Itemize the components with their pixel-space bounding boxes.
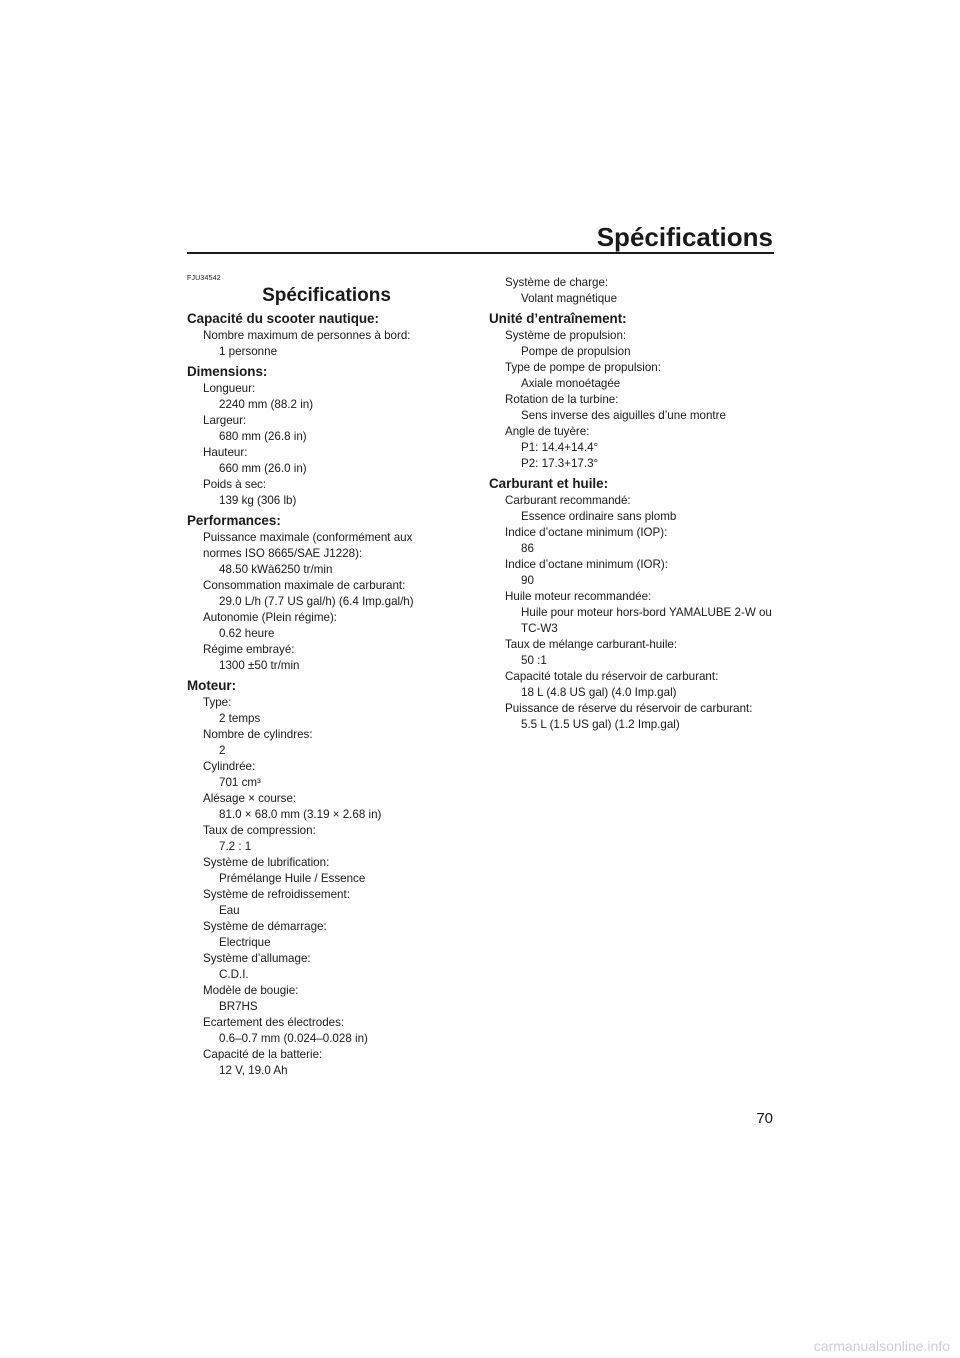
spec-label: Hauteur: [203,446,248,459]
spec-section [489,475,779,733]
page-number: 70 [756,1110,773,1127]
spec-label: Système de refroidissement: [203,888,350,901]
spec-label: Largeur: [203,414,247,427]
spec-value: 680 mm (26.8 in) [219,430,307,443]
spec-value: Eau [219,904,240,917]
spec-label: Capacité totale du réservoir de carburant: [505,670,719,683]
section-heading: Dimensions: [187,364,268,379]
spec-value: P2: 17.3+17.3° [521,457,599,470]
spec-value: 48.50 kWà6250 tr/min [219,563,333,576]
spec-value: 701 cm³ [219,776,261,789]
right-column [489,275,779,733]
spec-value: 1300 ±50 tr/min [219,659,300,672]
spec-label: Angle de tuyère: [505,425,590,438]
spec-value: P1: 14.4+14.4° [521,441,599,454]
spec-label: Modèle de bougie: [203,984,299,997]
spec-section [489,275,779,307]
spec-label: Nombre de cylindres: [203,728,313,741]
section-heading: Performances: [187,513,281,528]
section-heading: Unité d’entraînement: [489,311,627,326]
spec-label: Rotation de la turbine: [505,393,619,406]
spec-section [187,677,452,1079]
spec-label: Consommation maximale de carburant: [203,579,406,592]
spec-value: Axiale monoétagée [521,377,621,390]
spec-value: Electrique [219,936,271,949]
spec-value: Volant magnétique [521,292,618,305]
spec-value: Prémélange Huile / Essence [219,872,366,885]
spec-value: 2240 mm (88.2 in) [219,398,314,411]
spec-value: 0.62 heure [219,627,275,640]
spec-label: Nombre maximum de personnes à bord: [203,329,411,342]
spec-value: Sens inverse des aiguilles d’une montre [521,409,726,422]
spec-value: Huile pour moteur hors-bord YAMALUBE 2-W ou TC-W3 [521,606,772,635]
spec-value: 7.2 : 1 [219,840,252,853]
spec-label: Indice d’octane minimum (IOR): [505,558,669,571]
right-sections [489,275,779,733]
spec-value: 90 [521,574,534,587]
spec-label: Régime embrayé: [203,643,295,656]
spec-label: Type: [203,696,232,709]
spec-label: Système de démarrage: [203,920,327,933]
page-header-title: Spécifications [596,222,773,252]
spec-value: Essence ordinaire sans plomb [521,510,677,523]
section-heading: Capacité du scooter nautique: [187,311,379,326]
spec-value: BR7HS [219,1000,258,1013]
spec-value: 50 :1 [521,654,547,667]
spec-value: 18 L (4.8 US gal) (4.0 Imp.gal) [521,686,677,699]
spec-label: Système d’allumage: [203,952,311,965]
spec-value: 86 [521,542,534,555]
spec-value: 1 personne [219,345,278,358]
spec-label: Type de pompe de propulsion: [505,361,661,374]
spec-value: 660 mm (26.0 in) [219,462,307,475]
spec-value: 0.6–0.7 mm (0.024–0.028 in) [219,1032,368,1045]
spec-label: Ecartement des électrodes: [203,1016,345,1029]
spec-label: Taux de compression: [203,824,316,837]
watermark: carmanualsonline.info [813,1338,950,1354]
spec-value: 2 [219,744,226,757]
left-sections [187,310,452,1079]
spec-value: 139 kg (306 lb) [219,494,297,507]
spec-label: Alésage × course: [203,792,297,805]
spec-value: 2 temps [219,712,261,725]
section-heading: Carburant et huile: [489,476,609,491]
spec-label: Poids à sec: [203,478,267,491]
spec-section [187,512,452,674]
spec-label: Huile moteur recommandée: [505,590,652,603]
spec-section [187,310,452,360]
spec-label: Système de lubrification: [203,856,330,869]
spec-label: Carburant recommandé: [505,494,631,507]
spec-label: Cylindrée: [203,760,256,773]
spec-label: Système de propulsion: [505,329,627,342]
left-column [187,275,452,1079]
spec-label: Capacité de la batterie: [203,1048,323,1061]
section-heading: Moteur: [187,678,237,693]
spec-value: Pompe de propulsion [521,345,631,358]
document-code: FJU34542 [187,275,221,282]
spec-value: 81.0 × 68.0 mm (3.19 × 2.68 in) [219,808,382,821]
spec-label: Taux de mélange carburant-huile: [505,638,678,651]
spec-section [187,363,452,509]
spec-label: Indice d’octane minimum (IOP): [505,526,668,539]
header-rule [187,252,774,254]
spec-value: C.D.I. [219,968,249,981]
spec-label: Autonomie (Plein régime): [203,611,338,624]
spec-value: 5.5 L (1.5 US gal) (1.2 Imp.gal) [521,718,680,731]
spec-value: 29.0 L/h (7.7 US gal/h) (6.4 Imp.gal/h) [219,595,414,608]
spec-label: Puissance de réserve du réservoir de carburant: [505,702,753,715]
spec-label: Longueur: [203,382,256,395]
spec-value: 12 V, 19.0 Ah [219,1064,288,1077]
spec-section [489,310,779,472]
section-main-title: Spécifications [262,285,391,306]
spec-label: Puissance maximale (conformément aux normes ISO 8665/SAE J1228): [203,531,413,560]
spec-label: Système de charge: [505,276,609,289]
